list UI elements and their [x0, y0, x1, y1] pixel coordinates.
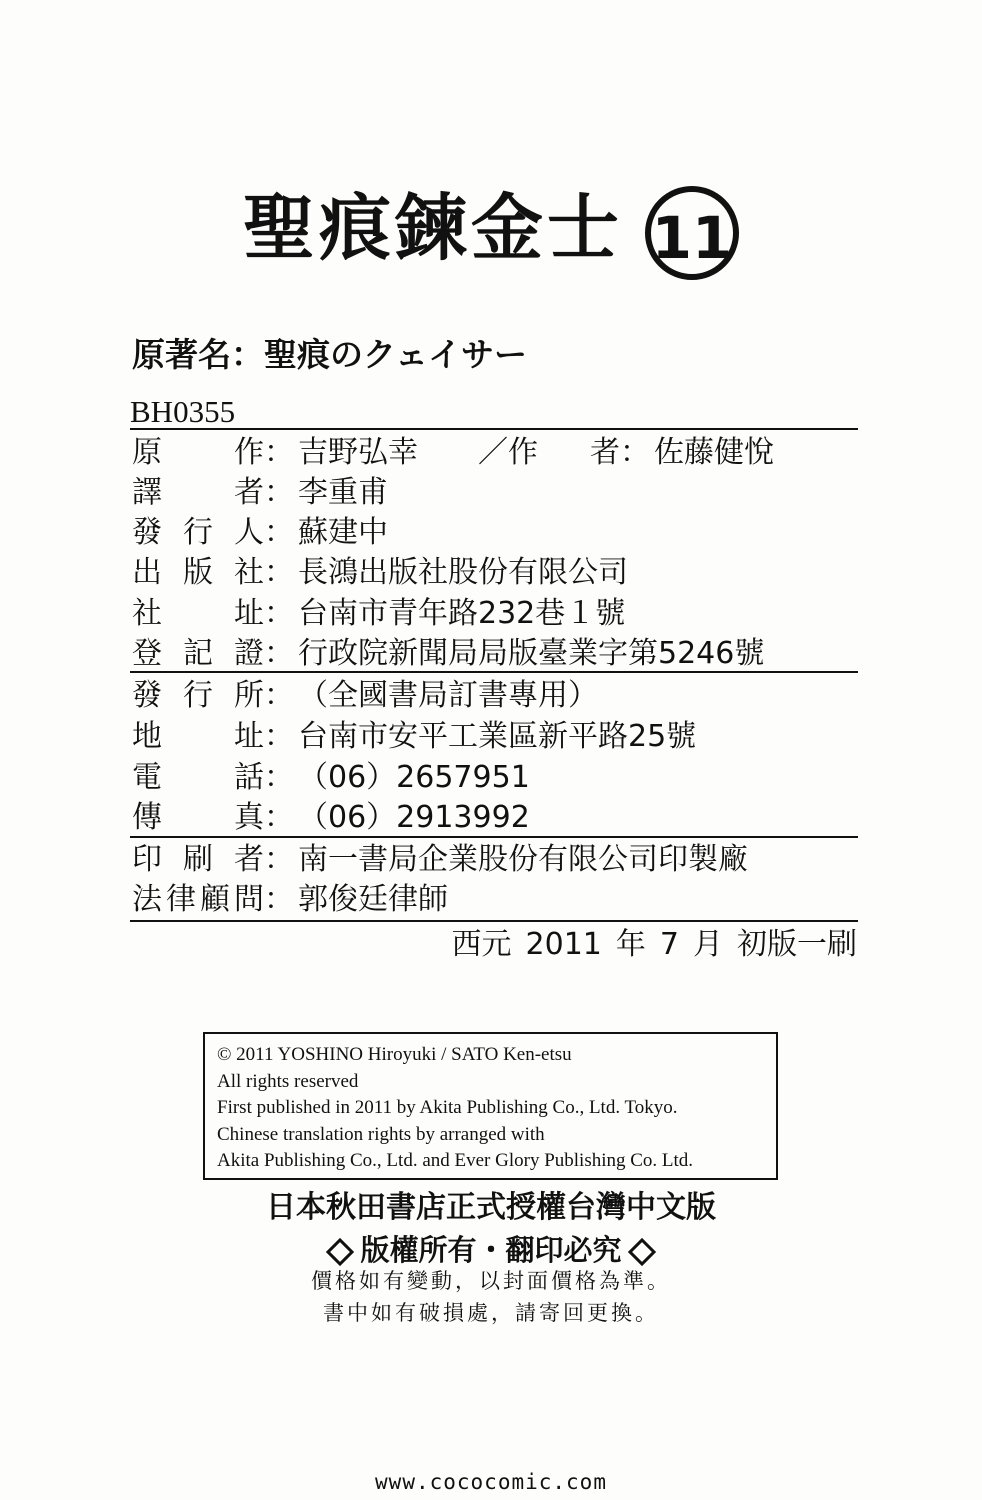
credit-label-secondary: [478, 433, 650, 473]
credit-label: [132, 513, 294, 553]
price-note: 價格如有變動，以封面價格為準。: [311, 1269, 671, 1293]
credit-label-char: 原: [132, 435, 162, 470]
credit-label-char: 登: [132, 636, 162, 671]
original-title: 原著名：聖痕のクェイサー: [132, 335, 528, 374]
credit-row: [132, 433, 872, 473]
credit-row: [132, 758, 872, 798]
damage-note: 書中如有破損處，請寄回更換。: [323, 1301, 659, 1325]
credit-label-char: 發: [132, 515, 162, 550]
credit-label-char: 問：: [234, 882, 294, 917]
copyright-line: Akita Publishing Co., Ltd. and Ever Glory Publishing Co. Ltd.: [217, 1150, 694, 1171]
credit-label-char: 人：: [234, 515, 294, 550]
credit-label-char: 者：: [234, 842, 294, 877]
credit-label-char: 證：: [234, 636, 294, 671]
credit-label: [132, 676, 294, 716]
credit-label-char: 記: [183, 636, 213, 671]
credit-label-char: 社：: [234, 555, 294, 590]
credit-value: （全國書局訂書專用）: [298, 678, 598, 713]
credit-label-char: 者：: [234, 475, 294, 510]
rights-text: 版權所有・翻印必究: [360, 1233, 622, 1267]
diamond-icon: [627, 1238, 655, 1266]
divider: [130, 428, 858, 430]
book-title-text: 聖痕鍊金士: [242, 186, 623, 270]
copyright-line: All rights reserved: [217, 1070, 359, 1092]
book-code: BH0355: [130, 394, 236, 429]
watermark: www.cococomic.com: [375, 1470, 607, 1494]
credit-row: [132, 553, 872, 593]
copyright-line: © 2011 YOSHINO Hiroyuki / SATO Ken-etsu: [217, 1044, 572, 1065]
divider: [130, 671, 858, 673]
credit-label: [132, 798, 294, 838]
credit-label: [132, 594, 294, 634]
credit-row: [132, 676, 872, 716]
credit-label-char: 所：: [234, 678, 294, 713]
copyright-line: Chinese translation rights by arranged with: [217, 1123, 545, 1145]
credit-value: 台南市安平工業區新平路25號: [298, 719, 697, 754]
credit-label-char: 真：: [234, 800, 294, 835]
credit-value: （06）2913992: [298, 800, 530, 835]
copyright-box: [203, 1032, 778, 1180]
date-edition: 初版一刷: [737, 927, 857, 962]
rights-statement: [0, 1230, 982, 1270]
credit-label-char: 社: [132, 596, 162, 631]
credit-value: 長鴻出版社股份有限公司: [298, 555, 628, 590]
credit-label-char: 行: [183, 678, 213, 713]
credit-label: [132, 473, 294, 513]
credit-row: [132, 717, 872, 757]
credit-label-char: 作：: [234, 435, 294, 470]
credit-label: [132, 553, 294, 593]
credit-label-char: 傳: [132, 800, 162, 835]
credit-value: 吉野弘幸: [298, 435, 418, 470]
date-year: 2011: [525, 927, 602, 962]
diamond-icon: [326, 1238, 354, 1266]
credit-label-char: 出: [132, 555, 162, 590]
credit-label-char: 印: [132, 842, 162, 877]
credit-label-char: 行: [183, 515, 213, 550]
credit-label-char: 地: [132, 719, 162, 754]
credit-value: 郭俊廷律師: [298, 882, 448, 917]
credit-label-char: 版: [183, 555, 213, 590]
credit-value: 行政院新聞局局版臺業字第5246號: [298, 636, 765, 671]
credit-label: [132, 717, 294, 757]
book-title: [0, 178, 982, 280]
copyright-line: First published in 2011 by Akita Publishing Co., Ltd. Tokyo.: [217, 1097, 678, 1118]
credit-row: [132, 840, 872, 880]
divider: [130, 836, 858, 838]
credit-value-secondary: 佐藤健悅: [654, 435, 774, 470]
volume-number-badge: 11: [645, 186, 739, 280]
credit-label: [132, 634, 294, 674]
credit-label-char: 律: [166, 882, 196, 917]
credit-label-char: 者：: [590, 435, 650, 470]
credit-value: 南一書局企業股份有限公司印製廠: [298, 842, 748, 877]
credit-row: [132, 594, 872, 634]
credit-label-char: 刷: [183, 842, 213, 877]
credit-row: [132, 473, 872, 513]
credit-label-char: 發: [132, 678, 162, 713]
divider: [130, 920, 858, 922]
credit-label-char: 址：: [234, 719, 294, 754]
credit-label: [132, 840, 294, 880]
credit-label-char: 電: [132, 760, 162, 795]
credit-label: [132, 433, 294, 473]
credit-label-char: 址：: [234, 596, 294, 631]
credit-label-char: 法: [132, 882, 162, 917]
credit-label-char: 譯: [132, 475, 162, 510]
date-month-unit: 月: [693, 927, 723, 962]
publication-date: [452, 925, 857, 965]
credit-value: 台南市青年路232巷１號: [298, 596, 626, 631]
credit-value: （06）2657951: [298, 760, 530, 795]
date-year-unit: 年: [615, 927, 646, 962]
credit-row: [132, 798, 872, 838]
credit-row: [132, 634, 872, 674]
credit-label-char: 話：: [234, 760, 294, 795]
credit-label: [132, 758, 294, 798]
credit-value: 李重甫: [298, 475, 388, 510]
credit-value: 蘇建中: [298, 515, 388, 550]
credit-row: [132, 513, 872, 553]
credit-row: [132, 880, 872, 920]
credit-label-char: 顧: [200, 882, 230, 917]
authorization-statement: 日本秋田書店正式授權台灣中文版: [266, 1190, 716, 1225]
date-month: 7: [659, 927, 679, 962]
credit-label: [132, 880, 294, 920]
date-era: 西元: [451, 927, 512, 962]
credit-label-char: ／作: [478, 435, 538, 470]
